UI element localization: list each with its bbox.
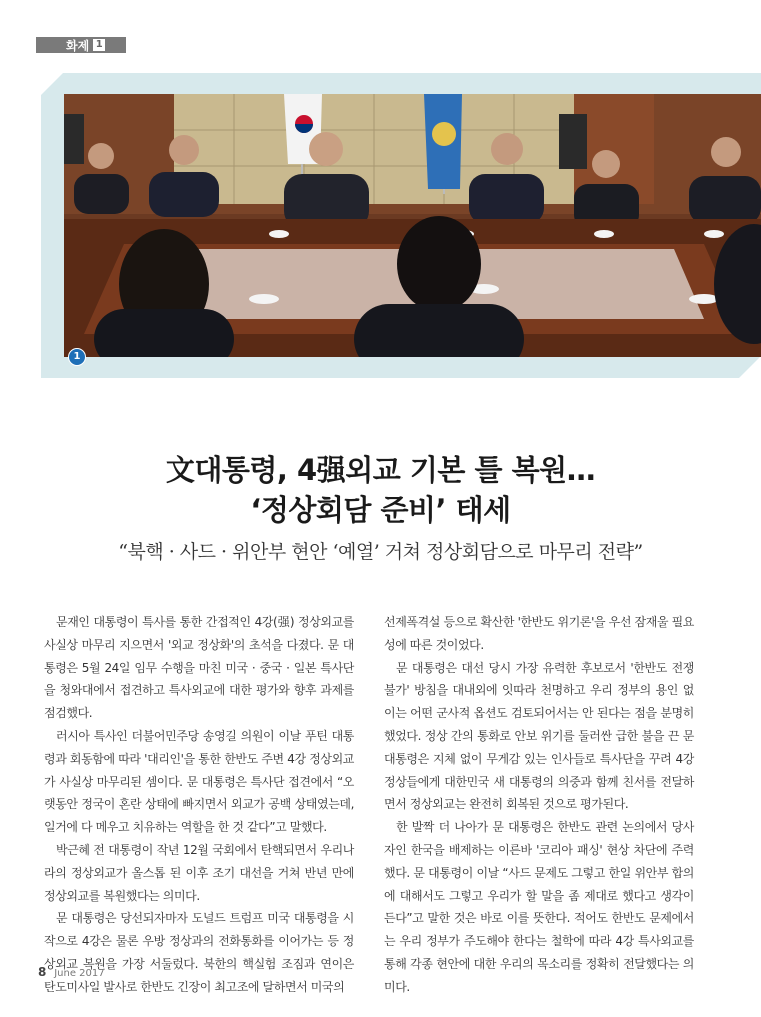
paragraph: 문 대통령은 대선 당시 가장 유력한 후보로서 '한반도 전쟁 불가' 방침을 대내외에 잇따라 천명하고 우리 정부의 용인 없이는 어떤 군사적 옵션도 검토되어서는 안 된다는 점을 분명히 했었다. 정상 간의 통화로 안보 위기를 둘러싼 급한 불을 끈 문 대통령은 지체 없이 무게감 있는 인사들로 특사단을 꾸려 4강 정상들에게 대한민국 새 대통령의 의중과 함께 친서를 전달하면서 정상외교는 완전히 회복된 것으로 평가된다. [384, 660, 694, 812]
page-number: 8 [38, 965, 47, 979]
meeting-photo [64, 94, 761, 357]
page-footer [38, 965, 105, 979]
section-label: 화제 [66, 38, 90, 53]
photo-number-badge: 1 [68, 348, 86, 366]
paragraph: 박근혜 전 대통령이 작년 12월 국회에서 탄핵되면서 우리나라의 정상외교가 올스톱 된 이후 조기 대선을 거쳐 반년 만에 정상외교를 복원했다는 의미다. [44, 842, 354, 903]
body-column-left [44, 611, 354, 999]
paragraph: 문재인 대통령이 특사를 통한 간접적인 4강(强) 정상외교를 사실상 마무리 지으면서 '외교 정상화'의 초석을 다졌다. 문 대통령은 5월 24일 임무 수행을 마친 미국 · 중국 · 일본 특사단을 청와대에서 접견하고 특사외교에 대한 평가와 향후 과제를 점검했다. [44, 615, 354, 721]
meeting-photo-illustration [64, 94, 761, 357]
paragraph: 한 발짝 더 나아가 문 대통령은 한반도 관련 논의에서 당사자인 한국을 배제하는 이른바 '코리아 패싱' 현상 차단에 주력했다. 문 대통령이 이날 “사드 문제도 그렇고 한일 위안부 합의에 대해서도 그렇고 우리가 할 말을 좀 제대로 했다고 생각이 든다”고 말한 것은 바로 이를 뜻한다. 적어도 한반도 문제에서는 우리 정부가 주도해야 한다는 철학에 따라 4강 특사외교를 통해 각종 현안에 대한 우리의 목소리를 정확히 전달했다는 의미다. [384, 820, 694, 994]
issue-date: June 2017 [54, 968, 105, 979]
subtitle: “북핵 · 사드 · 위안부 현안 ‘예열’ 거쳐 정상회담으로 마무리 전략” [118, 541, 643, 563]
headline-line-2: ‘정상회담 준비’ 태세 [250, 493, 511, 527]
photo-band-corner [41, 73, 63, 95]
paragraph: 러시아 특사인 더불어민주당 송영길 의원이 이날 푸틴 대통령과 회동함에 따라 '대리인'을 통한 한반도 주변 4강 정상외교가 사실상 마무리된 셈이다. 문 대통령은 특사단 접견에서 “오랫동안 정국이 혼란 상태에 빠지면서 외교가 공백 상태였는데, 일거에 다 메우고 치유하는 역할을 한 것 같다”고 말했다. [44, 728, 354, 835]
paragraph: 문 대통령은 당선되자마자 도널드 트럼프 미국 대통령을 시작으로 4강은 물론 우방 정상과의 전화통화를 이어가는 등 정상외교 복원을 가장 서둘렀다. 북한의 핵실험 조짐과 연이은 탄도미사일 발사로 한반도 긴장이 최고조에 달하면서 미국의 [44, 911, 354, 994]
section-number: 1 [93, 39, 105, 51]
section-tag [36, 37, 126, 53]
paragraph: 선제폭격설 등으로 확산한 '한반도 위기론'을 우선 잠재울 필요성에 따른 것이었다. [384, 615, 694, 652]
headline [0, 450, 761, 530]
photo-band-corner-bottom [739, 356, 761, 378]
headline-line-1: 文대통령, 4强외교 기본 틀 복원… [165, 453, 596, 487]
body-column-right [384, 611, 694, 999]
